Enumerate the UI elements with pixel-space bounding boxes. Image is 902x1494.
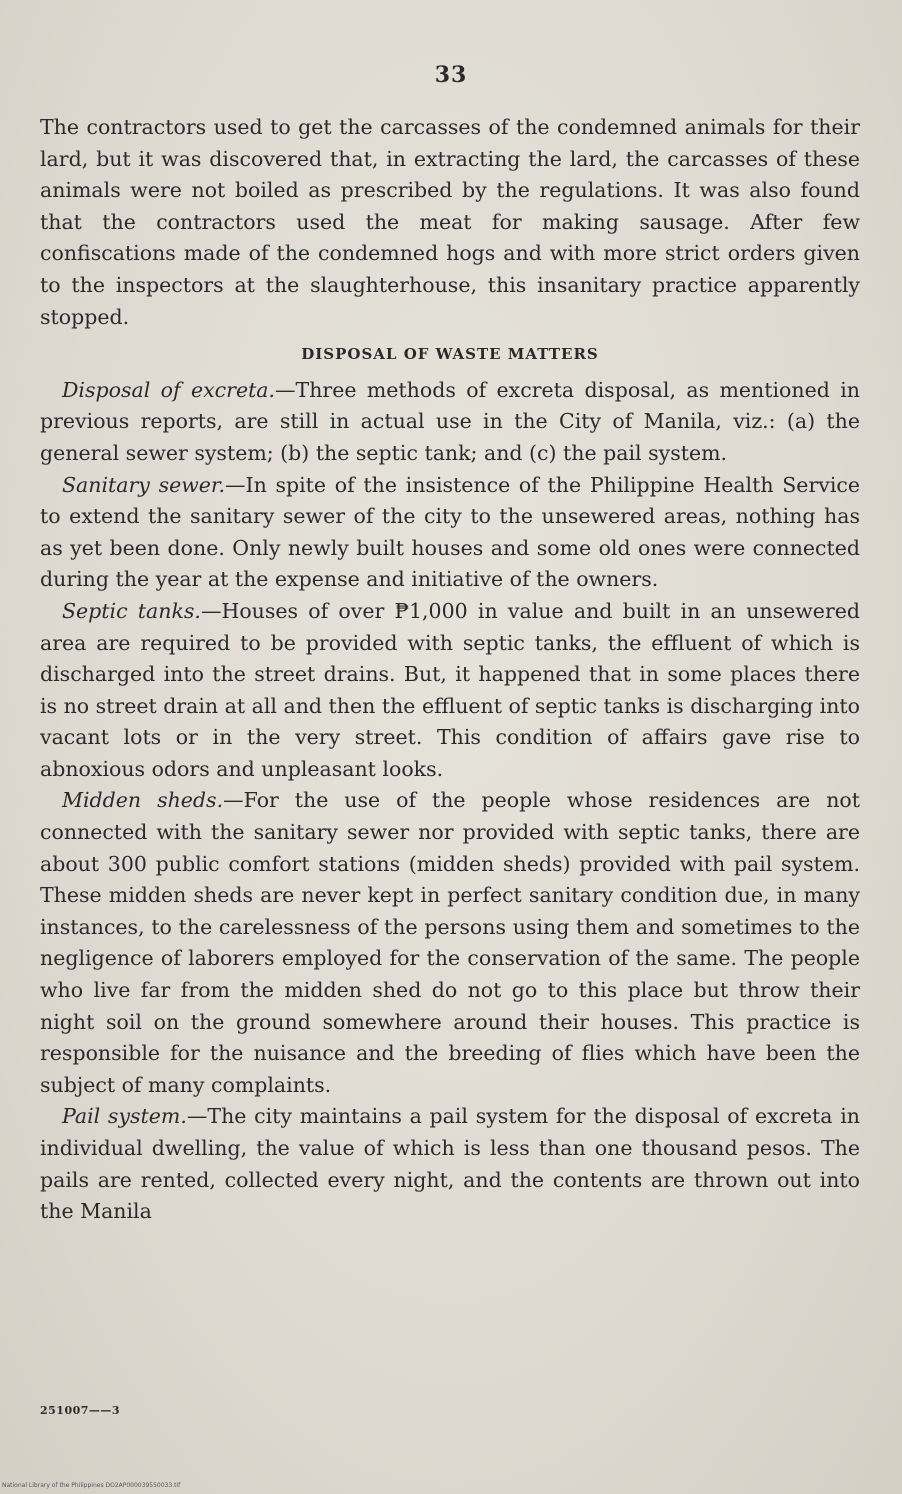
paragraph-text: —For the use of the people whose residences are not connected with the sanitary sewer nor provided with septic tanks, there are about 300 public comfort stations (midden sheds) provided with pail system. These midden sheds are never kept in perfect sanitary condition due, in many instances, to the carelessness of the persons using them and sometimes to the negligence of laborers employed for the conservation of the same. The people who live far from the midden shed do not go to this place but throw their night soil on the ground somewhere around their houses. This practice is responsible for the nuisance and the breeding of flies which have been the subject of many complaints.: [40, 788, 860, 1097]
run-in-heading: Septic tanks.: [62, 598, 201, 623]
run-in-heading: Disposal of excreta.: [62, 377, 276, 402]
paragraph-text: —Houses of over ₱1,000 in value and built in an unsewered area are required to be provided with septic tanks, the effluent of which is discharged into the street drains. But, it happened that in some places there is no street drain at all and then the effluent of septic tanks is discharging into vacant lots or in the very street. This condition of affairs gave rise to abnoxious odors and unpleasant looks.: [40, 598, 860, 781]
paragraph-sanitary-sewer: [40, 470, 860, 596]
page-number: 33: [434, 62, 468, 88]
body-text: [40, 112, 860, 1228]
paragraph-text: —In spite of the insistence of the Philippine Health Service to extend the sanitary sewer of the city to the unsewered areas, nothing has as yet been done. Only newly built houses and some old ones were connected during the year at the expense and initiative of the owners.: [40, 472, 860, 592]
paragraph-disposal-of-excreta: [40, 375, 860, 470]
printer-signature: 251007——3: [40, 1404, 121, 1417]
run-in-heading: Sanitary sewer.: [62, 472, 225, 497]
run-in-heading: Pail system.: [62, 1104, 187, 1129]
paragraph-midden-sheds: [40, 785, 860, 1101]
run-in-heading: Midden sheds.: [62, 788, 224, 813]
opening-paragraph: The contractors used to get the carcasses of the condemned animals for their lard, but it was discovered that, in extracting the lard, the carcasses of these animals were not boiled as prescribed by the regulations. It was also found that the contractors used the meat for making sausage. After few confiscations made of the condemned hogs and with more strict orders given to the inspectors at the slaughterhouse, this insanitary practice apparently stopped.: [40, 115, 860, 329]
paragraph-septic-tanks: [40, 596, 860, 786]
paragraph-text: —The city maintains a pail system for the disposal of excreta in individual dwelling, the value of which is less than one thousand pesos. The pails are rented, collected every night, and the contents are thrown out into the Manila: [40, 1104, 861, 1224]
paragraph-text: —Three methods of excreta disposal, as mentioned in previous reports, are still in actual use in the City of Manila, viz.: (a) the general sewer system; (b) the septic tank; and (c) the pail system.: [40, 377, 860, 465]
section-heading: DISPOSAL OF WASTE MATTERS: [301, 345, 599, 364]
paragraph-pail-system: [40, 1101, 860, 1227]
archive-watermark: National Library of the Philippines DO2AP000039550033.tif: [2, 1482, 181, 1489]
